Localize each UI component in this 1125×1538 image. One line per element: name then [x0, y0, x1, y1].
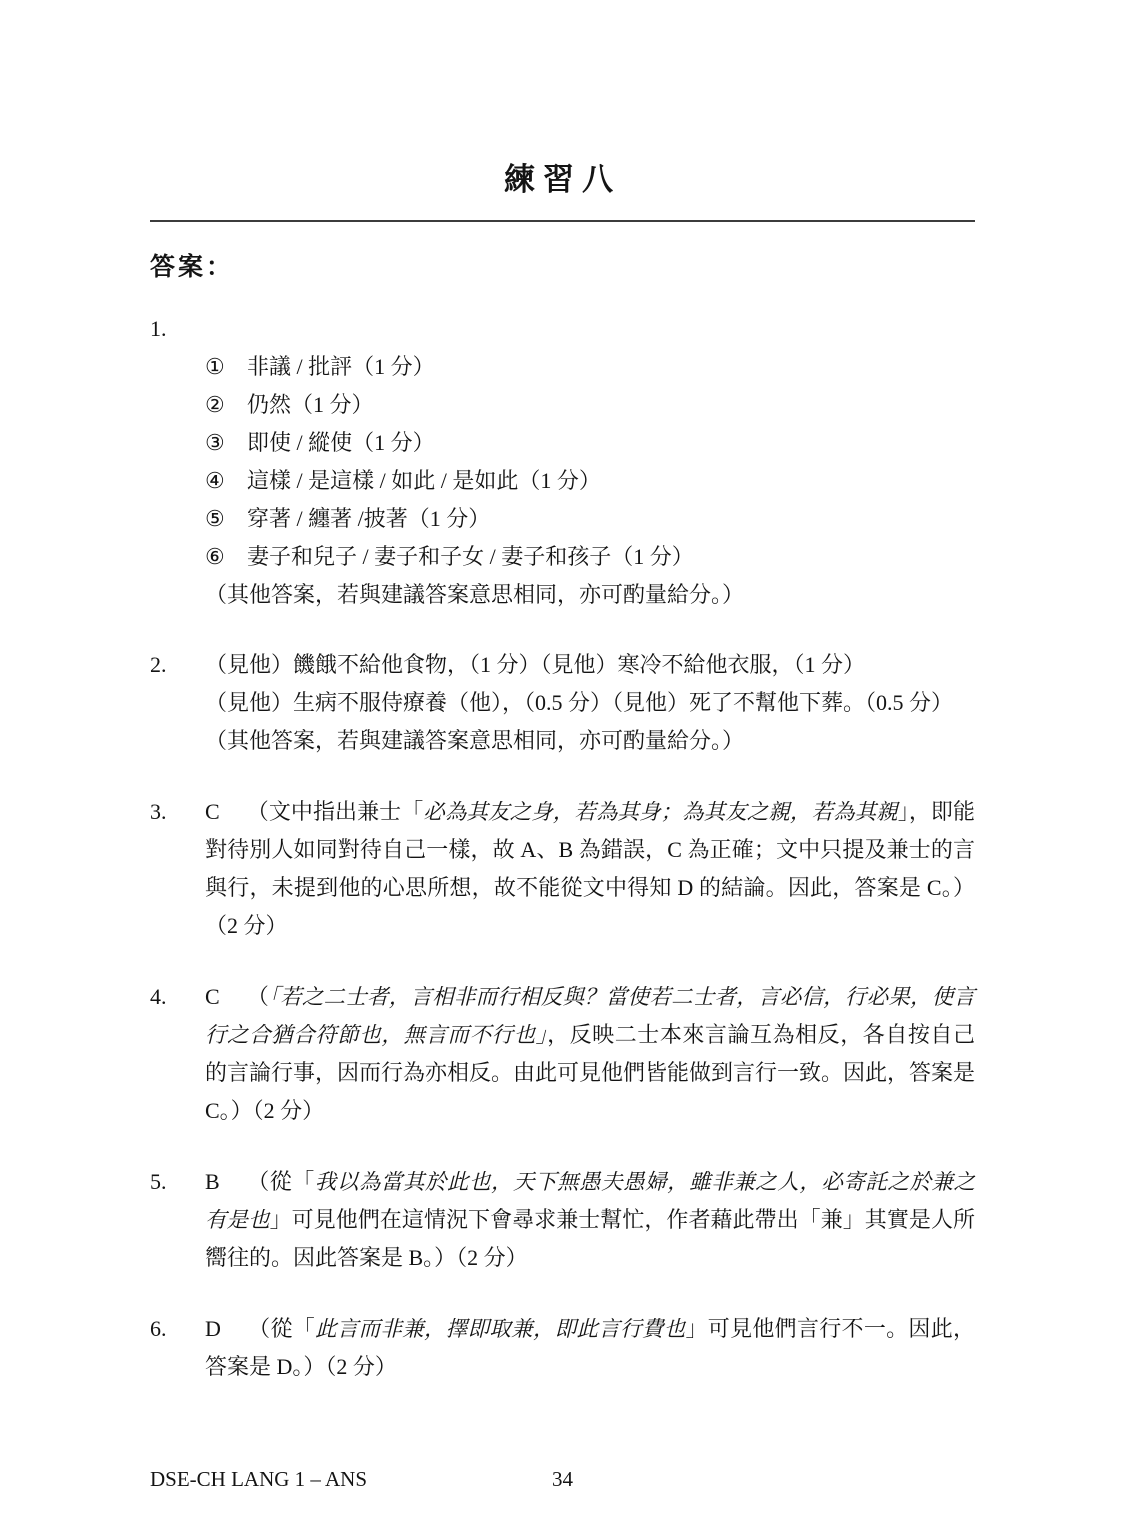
question-5-number: 5.: [150, 1169, 167, 1194]
circled-number-3: ③: [205, 430, 225, 455]
question-1-number: 1.: [150, 316, 167, 341]
footer-page-number: 34: [552, 1467, 573, 1491]
q5-explanation-open: （從「: [246, 1169, 315, 1194]
q1-answer-3: 即使 / 縱使（1 分）: [247, 430, 435, 455]
footer-document-code: DSE-CH LANG 1 – ANS: [150, 1467, 368, 1491]
q1-answer-6: 妻子和兒子 / 妻子和子女 / 妻子和孩子（1 分）: [247, 544, 694, 569]
q1-answer-2: 仍然（1 分）: [247, 392, 374, 417]
circled-number-6: ⑥: [205, 544, 225, 569]
q1-answer-5: 穿著 / 纏著 /披著（1 分）: [247, 506, 491, 531]
q5-classical-quote: 我以為當其於此也，天下無愚夫愚婦，雖非兼之人，必寄託之於兼之有是也: [205, 1170, 975, 1232]
circled-number-2: ②: [205, 392, 225, 417]
q2-line-1: （見他）饑餓不給他食物，（1 分）（見他）寒冷不給他衣服，（1 分）: [205, 652, 866, 677]
question-3: [150, 793, 975, 945]
q1-note: （其他答案，若與建議答案意思相同，亦可酌量給分。）: [205, 582, 745, 607]
q1-answer-1: 非議 / 批評（1 分）: [247, 354, 435, 379]
q6-answer-letter: D: [205, 1316, 221, 1341]
question-3-number: 3.: [150, 799, 167, 824]
question-4-text: [205, 978, 975, 1130]
page-title: 練習八: [504, 162, 621, 197]
q1-item-5: [205, 500, 975, 538]
question-4-number: 4.: [150, 984, 167, 1009]
question-5: [150, 1163, 975, 1277]
q2-note: （其他答案，若與建議答案意思相同，亦可酌量給分。）: [205, 728, 745, 753]
q4-explanation-rest: ，反映二士本來言論互為相反，各自按自己的言論行事，因而行為亦相反。由此可見他們皆能做到言行一致。因此，答案是 C。）（2 分）: [205, 1022, 976, 1123]
question-3-text: [205, 793, 975, 945]
q1-answer-4: 這樣 / 是這樣 / 如此 / 是如此（1 分）: [247, 468, 601, 493]
q1-item-2: [205, 386, 975, 424]
question-5-text: [205, 1163, 975, 1277]
q3-explanation-rest: 」，即能對待別人如同對待自己一樣，故 A、B 為錯誤，C 為正確；文中只提及兼士的言與行，未提到他的心思所想，故不能從文中得知 D 的結論。因此，答案是 C。）（2 分）: [205, 799, 975, 938]
question-2-number: 2.: [150, 652, 167, 677]
q1-item-4: [205, 462, 975, 500]
q4-answer-letter: C: [205, 984, 220, 1009]
question-6: [150, 1310, 975, 1386]
q3-explanation-open: （文中指出兼士「: [246, 799, 424, 824]
page-footer: [150, 1466, 975, 1492]
question-1: [150, 310, 975, 614]
question-6-text: [205, 1310, 975, 1386]
q6-explanation-open: （從「: [247, 1316, 316, 1341]
question-2: [150, 646, 975, 760]
q6-classical-quote: 此言而非兼，擇即取兼，即此言行費也: [315, 1317, 686, 1341]
q4-explanation-open: （: [246, 984, 270, 1009]
question-2-body: [205, 646, 975, 760]
answers-heading: 答案：: [150, 254, 235, 281]
circled-number-1: ①: [205, 354, 225, 379]
q5-answer-letter: B: [205, 1169, 220, 1194]
question-6-number: 6.: [150, 1316, 167, 1341]
circled-number-4: ④: [205, 468, 225, 493]
circled-number-5: ⑤: [205, 506, 225, 531]
q1-item-1: [205, 348, 975, 386]
q3-classical-quote: 必為其友之身，若為其身；為其友之親，若為其親: [423, 800, 898, 824]
q5-explanation-rest: 」可見他們在這情況下會尋求兼士幫忙，作者藉此帶出「兼」其實是人所嚮往的。因此答案是 B。）（2 分）: [205, 1207, 975, 1270]
q1-item-3: [205, 424, 975, 462]
q2-line-2: （見他）生病不服侍療養（他），（0.5 分）（見他）死了不幫他下葬。（0.5 分）: [205, 690, 954, 715]
q3-answer-letter: C: [205, 799, 220, 824]
q4-classical-quote: 「若之二士者，言相非而行相反與？當使若二士者，言必信，行必果，使言行之合猶合符節也，無言而不行也」: [205, 985, 975, 1047]
question-4: [150, 978, 975, 1130]
q6-explanation-rest: 」可見他們言行不一。因此，答案是 D。）（2 分）: [205, 1316, 975, 1379]
q1-item-6: [205, 538, 975, 576]
title-divider: [150, 220, 975, 222]
